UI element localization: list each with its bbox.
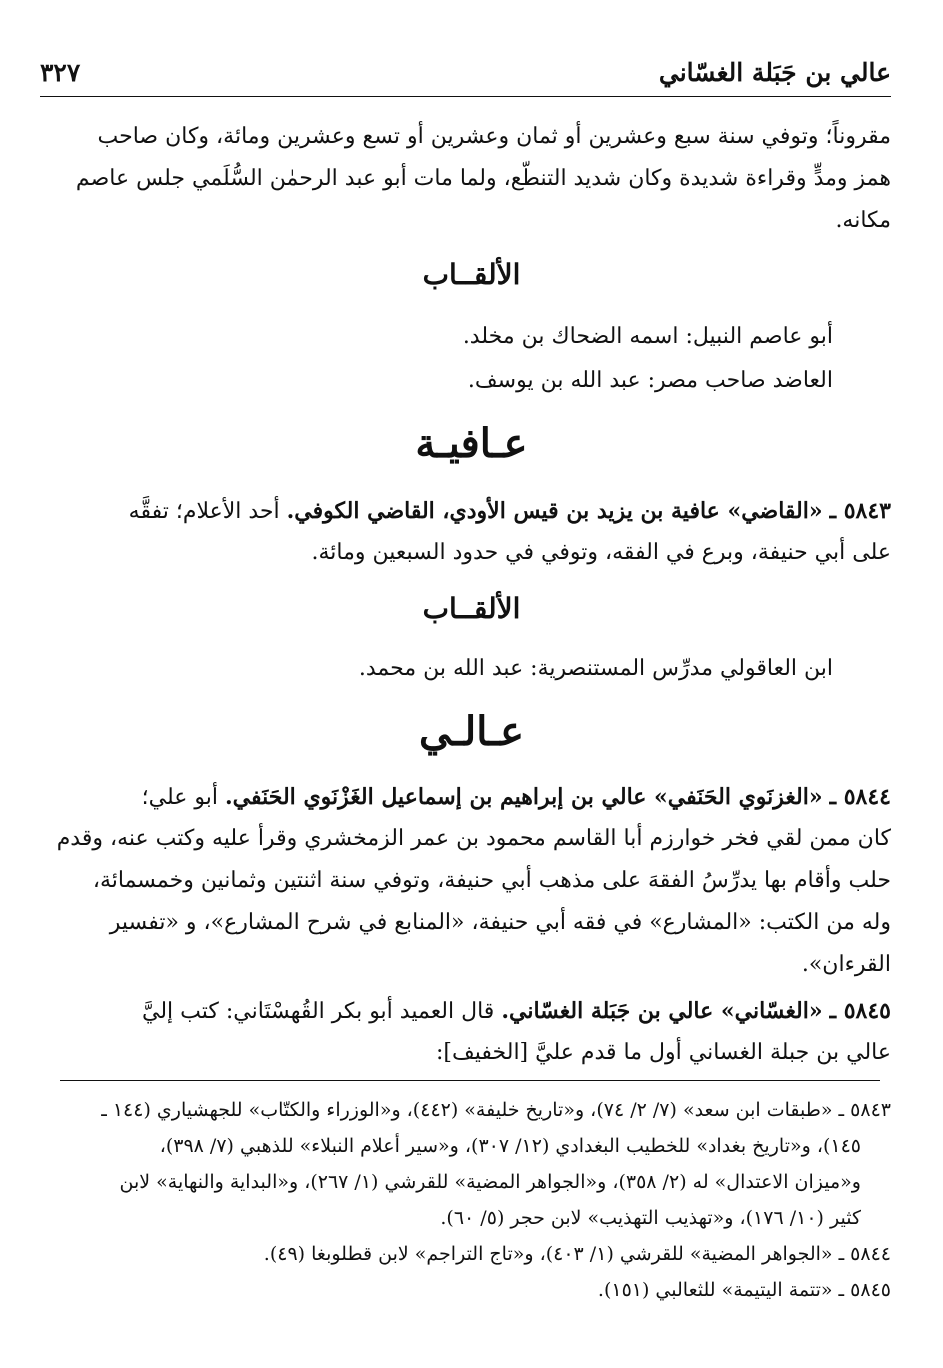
- page-number: ٣٢٧: [40, 58, 81, 87]
- alqab-item-1: أبو عاصم النبيل: اسمه الضحاك بن مخلد.: [462, 324, 833, 349]
- alqab-item-2: العاضد صاحب مصر: عبد الله بن يوسف.: [467, 368, 833, 393]
- footnote-5845: ٥٨٤٥ ـ «تتمة اليتيمة» للثعالبي (١٥١).: [597, 1279, 891, 1301]
- footnote-5844: ٥٨٤٤ ـ «الجواهر المضية» للقرشي (١/ ٤٠٣)، و«تاج التراجم» لابن قطلوبغا (٤٩).: [263, 1243, 891, 1265]
- entry-5845-line-1: [50, 992, 891, 1031]
- entry-name: «الغسّاني» عالي بن جَبَلة الغسّاني.: [501, 998, 823, 1024]
- entry-5844-line-2: كان ممن لقي فخر خوارزم أبا القاسم محمود بن عمر الزمخشري وقرأ عليه وكتب عنه، وقدم: [56, 826, 891, 851]
- entry-5845-line-2: عالي بن جبلة الغساني أول ما قدم عليَّ [الخفيف]:: [436, 1040, 891, 1065]
- footnote-5843-line-3: و«ميزان الاعتدال» له (٢/ ٣٥٨)، و«الجواهر المضية» للقرشي (١/ ٢٦٧)، و«البداية والنهاية» لابن: [119, 1171, 861, 1193]
- footnote-5843-line-1: ٥٨٤٣ ـ «طبقات ابن سعد» (٧/ ٢/ ٧٤)، و«تاريخ خليفة» (٤٤٢)، و«الوزراء والكتّاب» للجهشياري (١٤٤ ـ: [101, 1099, 891, 1121]
- entry-5844-line-5: القرءان».: [801, 952, 891, 977]
- entry-name: «القاضي» عافية بن يزيد بن قيس الأودي، القاضي الكوفي.: [286, 498, 823, 524]
- entry-name: «الغزنَوي الحَنَفي» عالي بن إبراهيم بن إسماعيل الغَزْنَوي الحَنَفي.: [225, 784, 823, 810]
- section-heading-alqab-2: الألقــاب: [422, 592, 521, 625]
- intro-line-3: مكانه.: [835, 208, 891, 233]
- entry-number: ٥٨٤٥ ـ: [829, 998, 891, 1024]
- entry-5844-line-1: [50, 778, 891, 817]
- entry-5843-line-1: [50, 492, 891, 531]
- intro-line-1: مقروناً؛ وتوفي سنة سبع وعشرين أو ثمان وعشرين أو تسع وعشرين ومائة، وكان صاحب: [97, 124, 891, 149]
- footnote-divider: [60, 1080, 880, 1081]
- entry-5844-line-3: حلب وأقام بها يدرِّسُ الفقهَ على مذهب أبي حنيفة، وتوفي سنة اثنتين وثمانين وخمسمائة،: [92, 868, 891, 893]
- entry-number: ٥٨٤٤ ـ: [829, 784, 891, 810]
- entry-5844-line-4: وله من الكتب: «المشارع» في فقه أبي حنيفة، «المنابع في شرح المشارع»، و «تفسير: [109, 910, 891, 935]
- entry-number: ٥٨٤٣ ـ: [829, 498, 891, 524]
- entry-5843-line-2: على أبي حنيفة، وبرع في الفقه، وتوفي في حدود السبعين ومائة.: [311, 540, 891, 565]
- section-heading-afiya: عـافيـة: [415, 420, 528, 467]
- entry-text: قال العميد أبو بكر القُهسْتَاني: كتب إليَّ: [142, 999, 495, 1024]
- running-header: [40, 52, 891, 97]
- alqab-item-3: ابن العاقولي مدرِّس المستنصرية: عبد الله بن محمد.: [358, 656, 833, 681]
- entry-text: أبو علي؛: [141, 785, 219, 810]
- section-heading-alqab-1: الألقــاب: [422, 258, 521, 291]
- running-title: عالي بن جَبَلة الغسّاني: [658, 58, 891, 87]
- intro-line-2: همز ومدٍّ وقراءة شديدة وكان شديد التنطّع، ولما مات أبو عبد الرحمٰن السُّلَمي جلس عاصم: [75, 166, 891, 191]
- entry-text: أحد الأعلام؛ تفقَّه: [128, 499, 280, 524]
- footnote-5843-line-4: كثير (١٠/ ١٧٦)، و«تهذيب التهذيب» لابن حجر (٥/ ٦٠).: [440, 1207, 861, 1229]
- section-heading-aali: عـالـي: [418, 708, 525, 755]
- footnote-5843-line-2: ١٤٥)، و«تاريخ بغداد» للخطيب البغدادي (١٢/ ٣٠٧)، و«سير أعلام النبلاء» للذهبي (٧/ ٣٩٨)،: [159, 1135, 861, 1157]
